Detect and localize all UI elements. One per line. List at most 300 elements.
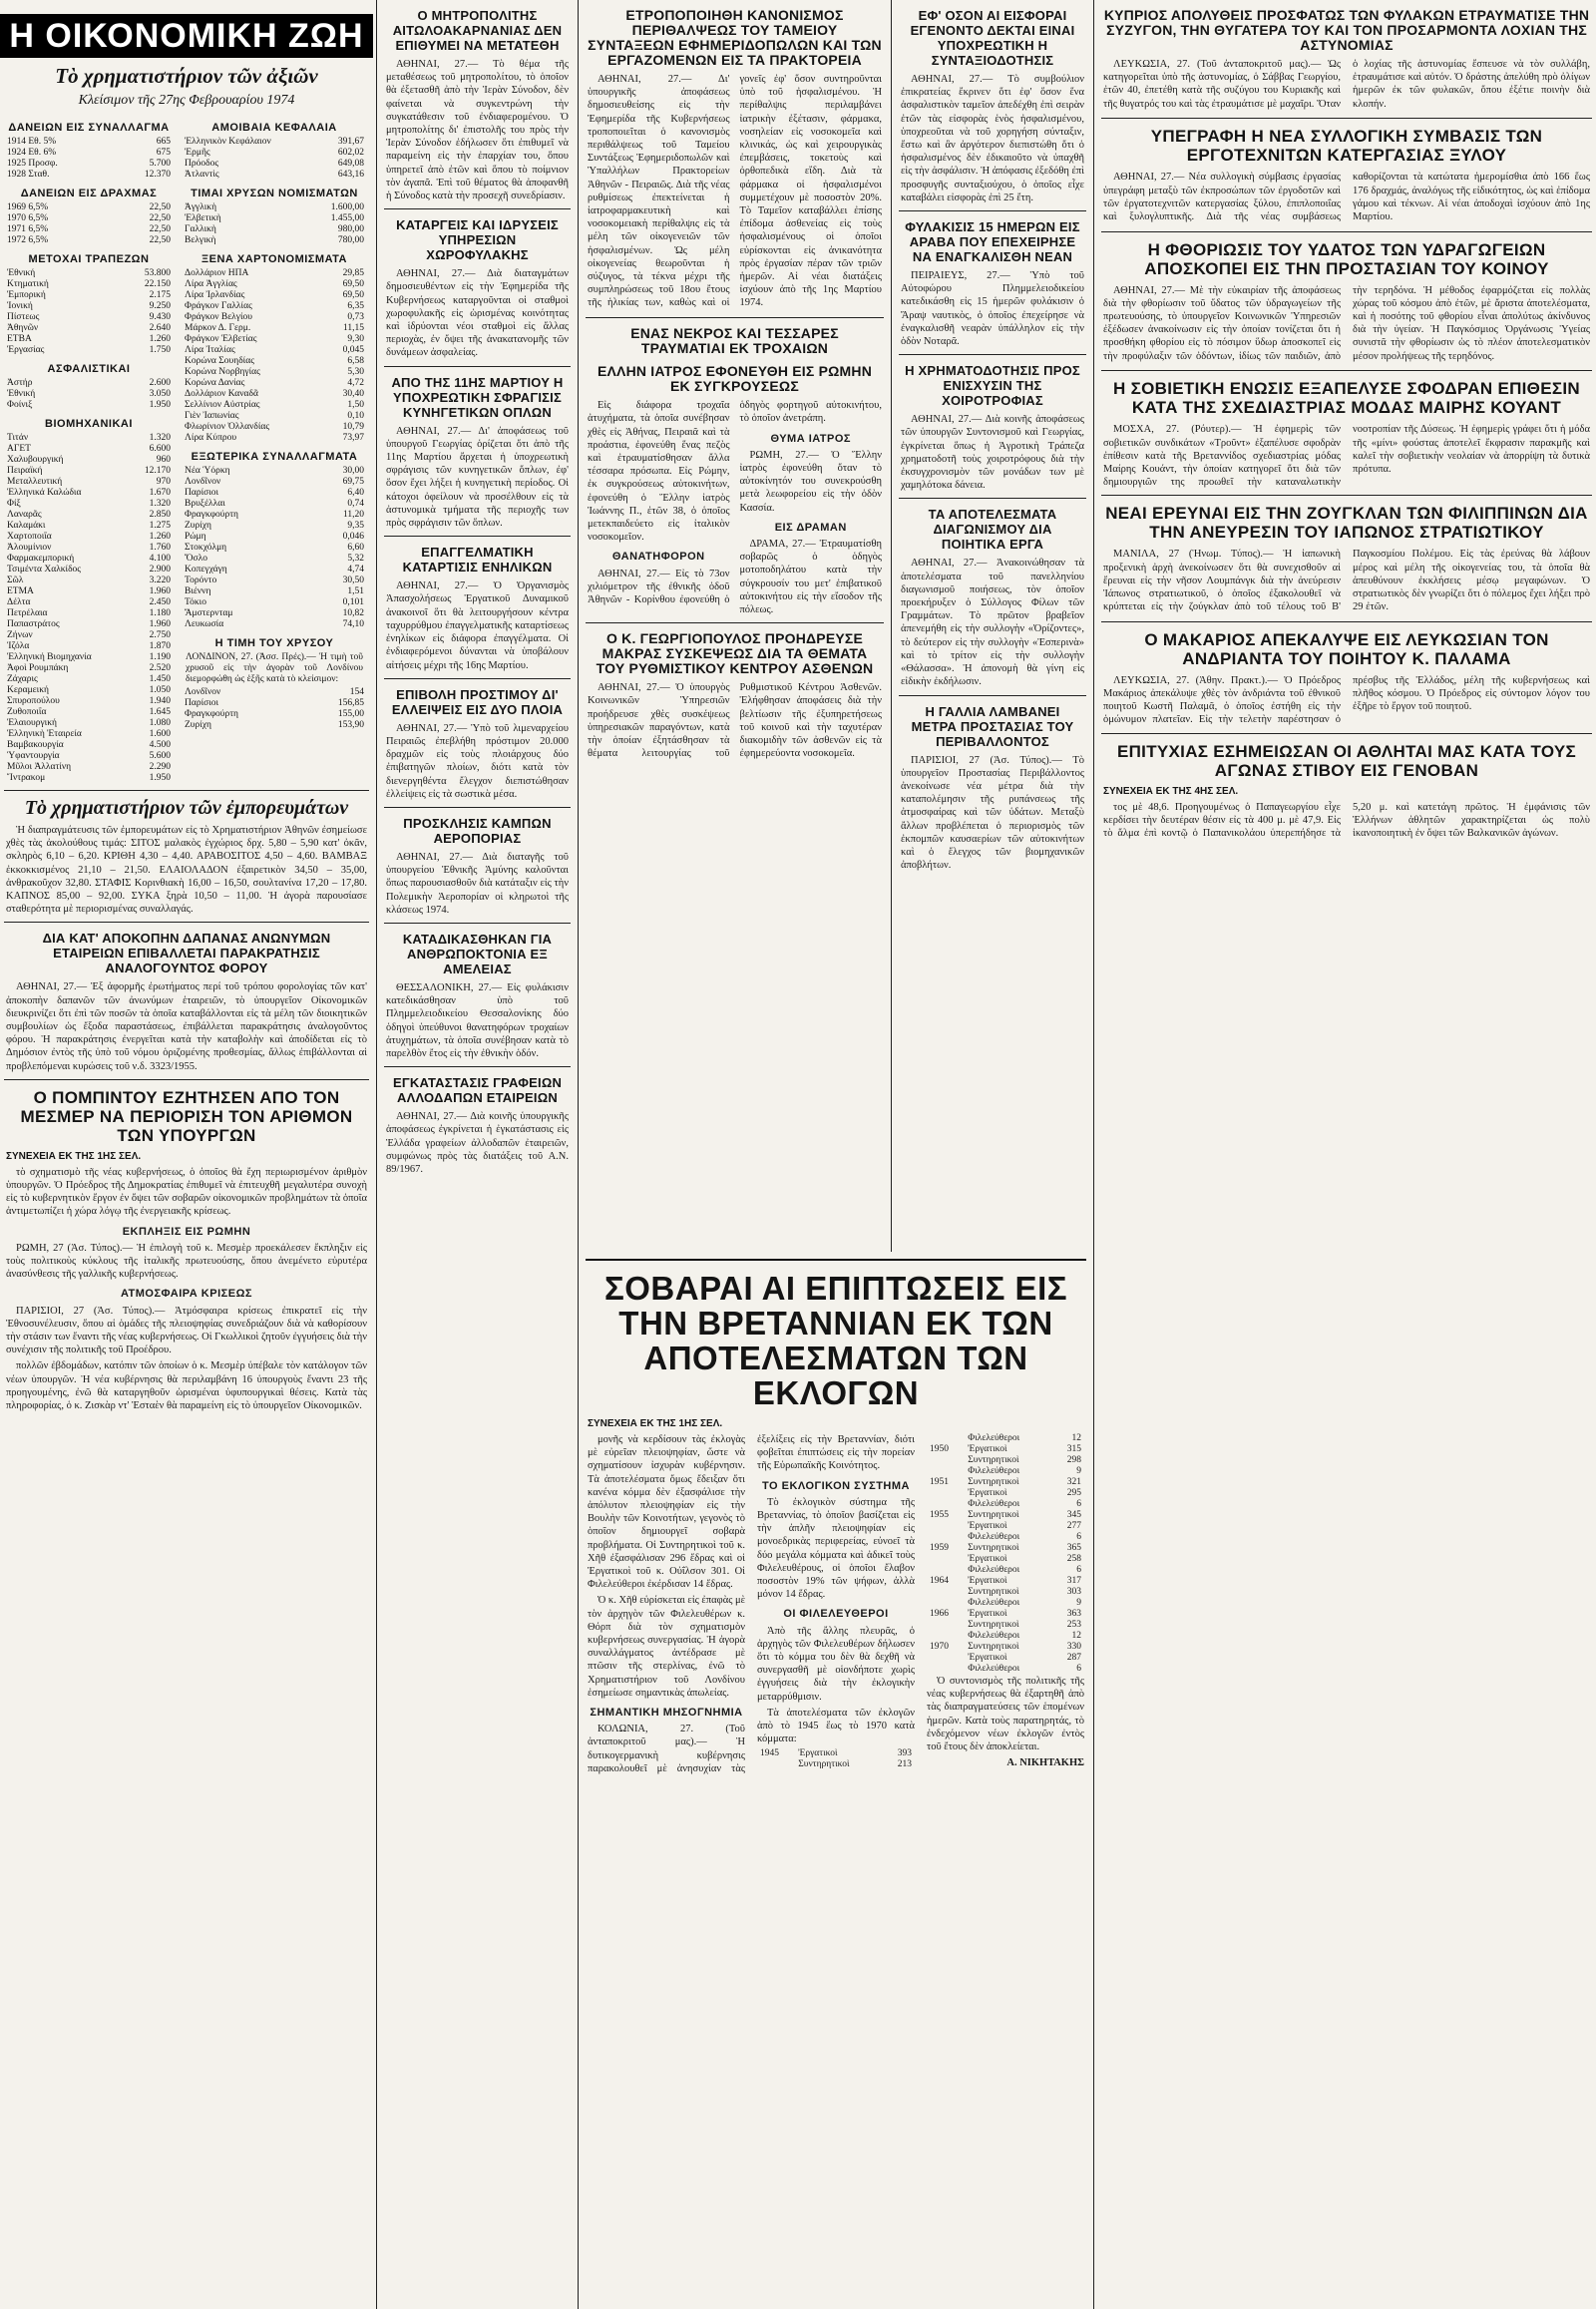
byline: Α. ΝΙΚΗΤΑΚΗΣ: [1006, 1757, 1084, 1769]
table-row: [182, 290, 367, 301]
divider: [899, 354, 1086, 355]
table-cell: 1.260: [149, 532, 171, 542]
table-row: [182, 137, 367, 148]
masthead-date: Κλείσιμον τῆς 27ης Φεβρουαρίου 1974: [78, 93, 295, 108]
table-cell: 1.260: [149, 334, 171, 344]
table-cell: 5,30: [347, 367, 364, 377]
stock-tables: [4, 115, 369, 784]
table-row: [182, 597, 367, 608]
table-cell: [927, 1521, 965, 1532]
divider: [1101, 370, 1592, 371]
table-row: [927, 1477, 1084, 1488]
section-title: Η ΤΙΜΗ ΤΟΥ ΧΡΥΣΟΥ: [214, 637, 334, 649]
table-cell: Φιλελεύθεροι: [968, 1631, 1020, 1641]
table-cell: 345: [1066, 1510, 1081, 1520]
article-headline: ΑΠΟ ΤΗΣ 11ΗΣ ΜΑΡΤΙΟΥ Η ΥΠΟΧΡΕΩΤΙΚΗ ΣΦΡΑΓΙΣΙΣ ΚΥΝΗΓΕΤΙΚΩΝ ΟΠΛΩΝ: [391, 374, 564, 420]
table-row: [4, 323, 174, 334]
table-row: [4, 532, 174, 543]
table-cell: Ζάχαρις: [7, 674, 38, 684]
column-rule: [376, 0, 377, 2309]
quote-table: [4, 378, 174, 411]
gold-intro: ΛΟΝΔΙΝΟΝ, 27. (Ἀσσ. Πρές).— Ἡ τιμὴ τοῦ χρυσοῦ εἰς τὴν ἀγορὰν τοῦ Λονδίνου διεμορφώθη ὡς ἑξῆς κατὰ τὸ κλείσιμον:: [186, 652, 363, 684]
table-cell: 643,16: [337, 170, 364, 180]
table-cell: 12.370: [144, 170, 171, 180]
article-headline: ΥΠΕΓΡΑΦΗ Η ΝΕΑ ΣΥΛΛΟΓΙΚΗ ΣΥΜΒΑΣΙΣ ΤΩΝ ΕΡΓΟΤΕΧΝΙΤΩΝ ΚΑΤΕΡΓΑΣΙΑΣ ΞΥΛΟΥ: [1150, 127, 1543, 166]
article-headline: Η ΣΟΒΙΕΤΙΚΗ ΕΝΩΣΙΣ ΕΞΑΠΕΛΥΣΕ ΣΦΟΔΡΑΝ ΕΠΙΘΕΣΙΝ ΚΑΤΑ ΤΗΣ ΣΧΕΔΙΑΣΤΡΙΑΣ ΜΟΔΑΣ ΜΑΙΡΗΣ ΚΟΥΑΝΤ: [1113, 379, 1580, 418]
table-cell: 22.150: [144, 279, 171, 289]
table-cell: 22,50: [149, 202, 171, 212]
table-cell: Ἐργατικοὶ: [968, 1653, 1007, 1663]
table-cell: [927, 1620, 965, 1631]
table-cell: Ἐργατικοὶ: [968, 1609, 1007, 1619]
table-cell: Σπυροπούλου: [7, 696, 60, 706]
table-cell: Καλαμάκι: [7, 521, 46, 531]
table-cell: Βρυξέλλαι: [185, 499, 225, 509]
table-row: [4, 543, 174, 554]
article-headline: ΕΠΑΓΓΕΛΜΑΤΙΚΗ ΚΑΤΑΡΤΙΣΙΣ ΕΝΗΛΙΚΩΝ: [402, 545, 553, 576]
subheading: ΕΚΠΛΗΞΙΣ ΕΙΣ ΡΩΜΗΝ: [122, 1225, 251, 1238]
column-rule: [891, 0, 892, 1252]
middle-left-block: [582, 0, 888, 1252]
table-cell: 9,30: [347, 334, 364, 344]
divider: [1101, 118, 1592, 119]
table-row: [182, 422, 367, 433]
table-row: [4, 137, 174, 148]
table-row: [182, 268, 367, 279]
table-cell: 1971 6,5%: [7, 224, 49, 234]
table-cell: Ἐθνική: [7, 389, 36, 399]
table-cell: 277: [1066, 1521, 1081, 1531]
table-row: [4, 235, 174, 246]
table-cell: 1.645: [149, 707, 171, 717]
table-cell: 9.430: [149, 312, 171, 322]
table-row: [4, 663, 174, 674]
divider: [1101, 733, 1592, 734]
article-headline: ΦΥΛΑΚΙΣΙΣ 15 ΗΜΕΡΩΝ ΕΙΣ ΑΡΑΒΑ ΠΟΥ ΕΠΕΧΕΙΡΗΣΕ ΝΑ ΕΝΑΓΚΑΛΙΣΘΗ ΝΕΑΝ: [905, 219, 1080, 265]
subheading: ΤΟ ΕΚΛΟΓΙΚΟΝ ΣΥΣΤΗΜΑ: [762, 1479, 910, 1492]
table-cell: 315: [1066, 1444, 1081, 1454]
table-cell: Δολλάριον ΗΠΑ: [185, 268, 249, 278]
table-cell: 0,10: [347, 411, 364, 421]
table-cell: 2.750: [149, 630, 171, 640]
table-cell: Δολλάριον Καναδᾶ: [185, 389, 258, 399]
table-cell: Φλωρίνιον Ὀλλανδίας: [185, 422, 270, 432]
table-cell: 2.450: [149, 597, 171, 607]
table-row: [927, 1587, 1084, 1598]
table-cell: 1955: [930, 1510, 949, 1520]
table-row: [4, 433, 174, 444]
table-cell: Ἐργατικοὶ: [968, 1554, 1007, 1564]
table-cell: 0,046: [342, 532, 364, 542]
divider: [384, 208, 571, 209]
table-cell: Ἀγγλικὴ: [185, 202, 217, 212]
table-row: [927, 1642, 1084, 1653]
article-headline: Ο ΠΟΜΠΙΝΤΟΥ ΕΖΗΤΗΣΕΝ ΑΠΟ ΤΟΝ ΜΕΣΜΕΡ ΝΑ ΠΕΡΙΟΡΙΣΗ ΤΟΝ ΑΡΙΘΜΟΝ ΤΩΝ ΥΠΟΥΡΓΩΝ: [20, 1087, 353, 1145]
table-row: [4, 455, 174, 466]
table-cell: [927, 1664, 965, 1675]
table-row: [4, 740, 174, 751]
column-rule: [578, 0, 579, 2309]
table-row: [4, 202, 174, 213]
divider: [4, 922, 369, 923]
table-cell: Βελγικὴ: [185, 235, 216, 245]
divider: [1101, 621, 1592, 622]
continuation-label: ΣΥΝΕΧΕΙΑ ΕΚ ΤΗΣ 1ΗΣ ΣΕΛ.: [588, 1418, 723, 1429]
table-cell: Ἄμστερνταμ: [185, 608, 233, 618]
quote-table: [182, 466, 367, 630]
table-cell: Φραγκφούρτη: [185, 510, 239, 520]
table-cell: 1951: [930, 1477, 949, 1487]
subheading: ΑΤΜΟΣΦΑΙΡΑ ΚΡΙΣΕΩΣ: [120, 1288, 253, 1301]
table-row: [182, 235, 367, 246]
table-row: [4, 400, 174, 411]
britain-article: [582, 1259, 1090, 2309]
table-cell: 11,15: [342, 323, 364, 333]
table-cell: [927, 1653, 965, 1664]
table-row: [4, 279, 174, 290]
subheading: ΣΗΜΑΝΤΙΚΗ ΜΗΣΟΓΝΗΜΙΑ: [590, 1707, 743, 1720]
table-row: [4, 674, 174, 685]
middle-right-block: [895, 0, 1090, 1252]
quote-table: [4, 202, 174, 246]
table-cell: Ἑρμῆς: [185, 148, 210, 158]
article-headline: ΣΟΒΑΡΑΙ ΑΙ ΕΠΙΠΤΩΣΕΙΣ ΕΙΣ ΤΗΝ ΒΡΕΤΑΝΝΙΑΝ ΕΚ ΤΩΝ ΑΠΟΤΕΛΕΣΜΑΤΩΝ ΤΩΝ ΕΚΛΟΓΩΝ: [603, 1270, 1068, 1411]
table-row: [182, 411, 367, 422]
table-cell: 69,50: [342, 279, 364, 289]
table-cell: 6: [1076, 1499, 1081, 1509]
divider: [586, 1259, 1086, 1261]
table-cell: Συντηρητικοὶ: [968, 1455, 1019, 1465]
table-cell: Ἑλβετικὴ: [185, 213, 221, 223]
table-cell: Κοπεγχάγη: [185, 565, 227, 575]
table-cell: Ἀλουμίνιον: [7, 543, 52, 553]
table-cell: 22,50: [149, 213, 171, 223]
table-cell: Φράγκον Γαλλίας: [185, 301, 252, 311]
table-row: [4, 586, 174, 597]
table-row: [4, 773, 174, 784]
table-row: [4, 707, 174, 718]
divider: [384, 536, 571, 537]
table-cell: 1.940: [149, 696, 171, 706]
table-cell: 0,74: [347, 499, 364, 509]
table-row: [182, 576, 367, 586]
table-cell: Δέλτα: [7, 597, 31, 607]
table-row: [4, 477, 174, 488]
article-headline: Η ΧΡΗΜΑΤΟΔΟΤΗΣΙΣ ΠΡΟΣ ΕΝΙΣΧΥΣΙΝ ΤΗΣ ΧΟΙΡΟΤΡΟΦΙΑΣ: [905, 363, 1080, 409]
table-cell: 1.275: [149, 521, 171, 531]
table-row: [182, 619, 367, 630]
article-body: ΑΘΗΝΑΙ, 27.— Διὰ διαταγῆς τοῦ ὑπουργείου Ἐθνικῆς Ἀμύνης καλοῦνται ὅπως παρουσιασθοῦν διὰ κατάταξιν εἰς τὴν Πολεμικὴν Ἀεροπορίαν οἱ κληρωτοὶ τῆς κλάσεως 1974.: [386, 851, 569, 916]
table-cell: 295: [1066, 1488, 1081, 1498]
stock-right: [182, 115, 367, 784]
table-cell: Φιλελεύθεροι: [968, 1433, 1020, 1443]
table-row: [4, 729, 174, 740]
article-headline: ΚΑΤΑΔΙΚΑΣΘΗΚΑΝ ΓΙΑ ΑΝΘΡΩΠΟΚΤΟΝΙΑ ΕΞ ΑΜΕΛΕΙΑΣ: [402, 931, 553, 976]
table-row: [182, 148, 367, 159]
article-body: ΜΟΣΧΑ, 27. (Ρόυτερ).— Ἡ ἐφημερὶς τῶν σοβιετικῶν συνδικάτων «Τροῦντ» ἐξαπέλυσε σφοδρὰν ἐπίθεσιν κατὰ τῆς Βρεταννίδος σχεδιαστρίας μόδας Μαίρης Κουάντ, τὴν ὁποίαν κατηγορεῖ ὅτι διὰ τῶν δημιουργιῶν της προωθεῖ τὴν καταναλωτικὴν νοοτροπίαν τῆς Δύσεως. Ἡ ἐφημερὶς γράφει ὅτι ἡ μόδα τῆς «μίνι» φούστας ἀποτελεῖ ἔκφρασιν παρακμῆς καὶ καλεῖ τὴν σοβιετικὴν νεολαίαν νὰ ἀπορρίψη τὰ δυτικὰ πρότυπα.: [1103, 424, 1590, 489]
article-headline: Η ΓΑΛΛΙΑ ΛΑΜΒΑΝΕΙ ΜΕΤΡΑ ΠΡΟΣΤΑΣΙΑΣ ΤΟΥ ΠΕΡΙΒΑΛΛΟΝΤΟΣ: [911, 703, 1074, 749]
table-cell: 1.670: [149, 488, 171, 498]
divider: [899, 210, 1086, 211]
table-cell: 22,50: [149, 224, 171, 234]
table-cell: 12.170: [144, 466, 171, 476]
table-cell: Σῶλ: [7, 576, 24, 585]
table-cell: Κτηματική: [7, 279, 49, 289]
table-cell: 391,67: [337, 137, 364, 147]
table-cell: Λίρα Ἰρλανδίας: [185, 290, 245, 300]
table-cell: 1.870: [149, 641, 171, 651]
table-cell: Λονδῖνον: [185, 477, 221, 487]
subheading: ΟΙ ΦΙΛΕΛΕΥΘΕΡΟΙ: [783, 1608, 889, 1621]
divider: [586, 622, 884, 623]
table-cell: 1.320: [149, 433, 171, 443]
table-cell: 0,73: [347, 312, 364, 322]
article-headline: ΔΙΑ ΚΑΤ' ΑΠΟΚΟΠΗΝ ΔΑΠΑΝΑΣ ΑΝΩΝΥΜΩΝ ΕΤΑΙΡΕΙΩΝ ΕΠΙΒΑΛΛΕΤΑΙ ΠΑΡΑΚΡΑΤΗΣΙΣ ΑΝΑΛΟΓΟΥΝΤΟΣ ΦΟΡΟΥ: [42, 931, 331, 976]
table-cell: Μῦλοι Ἀλλατίνη: [7, 762, 72, 772]
divider: [4, 1079, 369, 1080]
table-row: [4, 597, 174, 608]
article-headline: ΕΠΙΒΟΛΗ ΠΡΟΣΤΙΜΟΥ ΔΙ' ΕΛΛΕΙΨΕΙΣ ΕΙΣ ΔΥΟ ΠΛΟΙΑ: [391, 686, 564, 717]
table-cell: Φιλελεύθεροι: [968, 1532, 1020, 1542]
table-cell: 1.960: [149, 619, 171, 629]
table-cell: Ἑλληνικὸν Κεφάλαιον: [185, 137, 271, 147]
table-row: [4, 565, 174, 576]
table-cell: 6.600: [149, 444, 171, 454]
table-cell: Ἐμπορική: [7, 290, 46, 300]
table-cell: Φράγκον Ἑλβετίας: [185, 334, 257, 344]
table-cell: Βιέννη: [185, 586, 211, 596]
table-cell: 1.180: [149, 608, 171, 618]
article-body: τὸ σχηματισμὸ τῆς νέας κυβερνήσεως, ὁ ὁποῖος θὰ ἔχη περιωρισμένον ἀριθμὸν ὑπουργῶν. Ὁ Πρόεδρος τῆς Δημοκρατίας ἐπιθυμεῖ νὰ ἐπιτευχθῆ μεγαλυτέρα συνοχὴ εἰς τὸ κυβερνητικὸν ἔργον ἐν ὄψει τῶν σοβαρῶν οἰκονομικῶν προβλημάτων τὰ ὁποῖα ἀντιμετωπίζει ἡ χώρα λόγῳ τῆς ἐνεργειακῆς κρίσεως. ΕΚΠΛΗΞΙΣ ΕΙΣ ΡΩΜΗΝ ΡΩΜΗ, 27 (Ἀσ. Τύπος).— Ἡ ἐπιλογὴ τοῦ κ. Μεσμὲρ προεκάλεσεν ἔκπληξιν εἰς τοὺς πολιτικοὺς κύκλους τῆς ἰταλικῆς πρωτευούσης, ὅπου ἀνεμένετο εὐρυτέρα ἀνασύνθεσις τῆς γαλλικῆς κυβερνήσεως. ΑΤΜΟΣΦΑΙΡΑ ΚΡΙΣΕΩΣ ΠΑΡΙΣΙΟΙ, 27 (Ἀσ. Τύπος).— Ἀτμόσφαιρα κρίσεως ἐπικρατεῖ εἰς τὴν Ἐθνοσυνέλευσιν, ὅπου αἱ ὁμάδες τῆς πλειοψηφίας συνεδριάζουν διὰ νὰ καθορίσουν τὴν στάσιν των ἔναντι τῆς νέας κυβερνήσεως. Οἱ Γκωλλικοὶ ζητοῦν ἐγγυήσεις διὰ τὴν συνέχισιν τῆς πολιτικῆς τοῦ Προέδρου. πολλῶν ἐβδομάδων, κατόπιν τῶν ὁποίων ὁ κ. Μεσμὲρ ὑπέβαλε τὸν κατάλογον τῶν νέων ὑπουργῶν. Ἡ νέα κυβέρνησις θὰ περιλαμβάνη 16 ὑπουργοὺς ἔναντι 23 τῆς προηγουμένης, ἐνῶ θὰ καταργηθοῦν ὡρισμέναι ὑφυπουργικαὶ θέσεις. Κατὰ τὰς πληροφορίας, ὁ κ. Ζισκὰρ ντ' Ἐσταὲν θὰ παραμείνη εἰς τὸ ὑπουργεῖον Οἰκονομικῶν.: [6, 1166, 367, 1412]
table-cell: Συντηρητικοὶ: [968, 1543, 1019, 1553]
table-cell: 6,60: [347, 543, 364, 553]
table-cell: Πειραϊκή: [7, 466, 43, 476]
table-cell: [927, 1598, 965, 1609]
table-row: [182, 378, 367, 389]
table-cell: Συντηρητικοὶ: [798, 1759, 850, 1770]
table-cell: Ἐλαιουργική: [7, 718, 57, 728]
article-body: ΜΑΝΙΛΑ, 27 (Ἡνωμ. Τύπος).— Ἡ ἰαπωνικὴ προξενικὴ ἀρχὴ ἀνεκοίνωσεν ὅτι θὰ συνεχισθοῦν αἱ ἔρευναι εἰς τὴν νῆσον Λουμπάνγκ διὰ τὴν ἀνεύρεσιν Ἰάπωνος στρατιωτικοῦ, ὁ ὁποῖος ἐξακολουθεῖ νὰ κρύπτεται εἰς τὴν ζούγκλαν ἀπὸ τοῦ τέλους τοῦ Β' Παγκοσμίου Πολέμου. Εἰς τὰς ἐρεύνας θὰ λάβουν μέρος καὶ μέλη τῆς οἰκογενείας του, τὰ ὁποῖα θὰ ἀπευθύνουν ἐκκλήσεις μέσῳ μεγαφώνων. Ὁ στρατιωτικὸς δὲν γνωρίζει ὅτι ὁ πόλεμος ἔχει λήξει πρὸ 29 ἐτῶν.: [1103, 549, 1590, 613]
table-row: [182, 586, 367, 597]
table-row: [927, 1631, 1084, 1642]
table-cell: 53.800: [144, 268, 171, 278]
table-cell: 1928 Σταθ.: [7, 170, 50, 180]
table-row: [927, 1609, 1084, 1620]
article-headline: Η ΦΘΟΡΙΩΣΙΣ ΤΟΥ ΥΔΑΤΟΣ ΤΩΝ ΥΔΡΑΓΩΓΕΙΩΝ ΑΠΟΣΚΟΠΕΙ ΕΙΣ ΤΗΝ ΠΡΟΣΤΑΣΙΑΝ ΤΟΥ ΚΟΙΝΟΥ: [1144, 239, 1549, 278]
table-cell: Φιλελεύθεροι: [968, 1499, 1020, 1509]
table-row: [182, 709, 367, 720]
divider: [4, 790, 369, 791]
table-cell: 4,72: [347, 378, 364, 388]
table-row: [4, 751, 174, 762]
table-cell: [927, 1587, 965, 1598]
table-cell: Ἐργασίας: [7, 345, 45, 355]
table-cell: [927, 1433, 965, 1444]
table-cell: 365: [1066, 1543, 1081, 1553]
table-cell: 1.080: [149, 718, 171, 728]
table-cell: 649,08: [337, 159, 364, 169]
article-body: ΑΘΗΝΑΙ, 27.— Ἐξ ἀφορμῆς ἐρωτήματος περί τοῦ τρόπου φορολογίας τῶν κατ' ἀποκοπὴν δαπανῶν τῶν ἀνωνύμων ἑταιρειῶν, τὸ ὑπουργεῖον Οἰκονομικῶν διευκρινίζει ὅτι ἐπὶ τῶν ποσῶν τὰ ὁποῖα καταβάλλονται εἰς τὰ μέλη τῶν διοικητικῶν συμβουλίων ὡς ἔξοδα παραστάσεως, ἐπιβάλλεται παρακράτησις ἀναλογοῦντος φόρου. Ἡ παρακράτησις ἐνεργεῖται κατὰ τὴν καταβολὴν καὶ ἀποδίδεται εἰς τὸ Δημόσιον ἐντὸς τῆς ὑπὸ τοῦ νόμου ὁριζομένης προθεσμίας, ἄλλως ἐπιβάλλονται αἱ προβλεπόμεναι κυρώσεις τοῦ ν.δ. 3323/1955.: [6, 981, 367, 1072]
table-row: [927, 1499, 1084, 1510]
divider: [1101, 231, 1592, 232]
table-row: [4, 641, 174, 652]
table-cell: 0,045: [342, 345, 364, 355]
table-cell: 1.760: [149, 543, 171, 553]
commodity-body: Ἡ διαπραγμάτευσις τῶν ἐμπορευμάτων εἰς τὸ Χρηματιστήριον Ἀθηνῶν ἐσημείωσε χθὲς τὰς ἀκολούθους τιμάς: ΣΙΤΟΣ μαλακὸς ἐγχώριος δρχ. 5,80 – 5,90 κατ' ὀκᾶν, σκληρὸς 6,10 – 6,20. ΚΡΙΘΗ 4,30 – 4,40. ΑΡΑΒΟΣΙΤΟΣ 4,50 – 4,60. ΒΑΜΒΑΞ ἐκκοκκισμένος 21,10 – 21,50. ΕΛΑΙΟΛΑΔΟΝ ἐξαιρετικὸν 34,50 – 35,00, ἀνθρακοῦχον 32,80. ΣΤΑΦΙΣ Κορινθιακὴ 16,00 – 16,50, σουλτανίνα 17,20 – 17,80. ΚΑΠΝΟΣ 85,00 – 92,00. ΣΥΚΑ ξηρὰ 10,50 – 11,00. Ἡ ἀγορὰ παρουσίασε σταθερότητα μὲ περιορισμένας συναλλαγάς.: [6, 825, 367, 916]
table-cell: Ἐργατικοὶ: [968, 1576, 1007, 1586]
table-cell: Κορώνα Σουηδίας: [185, 356, 254, 366]
table-row: [182, 477, 367, 488]
table-cell: Ζυρίχη: [185, 521, 211, 531]
article-headline: ΤΑ ΑΠΟΤΕΛΕΣΜΑΤΑ ΔΙΑΓΩΝΙΣΜΟΥ ΔΙΑ ΠΟΙΗΤΙΚΑ ΕΡΓΑ: [928, 507, 1057, 553]
table-cell: 0,101: [342, 597, 364, 607]
table-row: [927, 1653, 1084, 1664]
table-cell: 3.220: [149, 576, 171, 585]
divider: [899, 695, 1086, 696]
table-cell: 602,02: [337, 148, 364, 158]
table-cell: 1945: [760, 1748, 779, 1759]
section-title: ΑΣΦΑΛΙΣΤΙΚΑΙ: [47, 363, 131, 375]
article-body: τος μὲ 48,6. Προηγουμένως ὁ Παπαγεωργίου εἶχε κερδίσει τὴν δευτέραν θέσιν εἰς τὰ 400 μ. μὲ 47,9. Εἰς τὸ ἅλμα ἐπὶ κοντῷ ὁ Παπανικολάου ὑπερεπήδησε τὰ 5,20 μ. καὶ κατετάγη πρῶτος. Ἡ ἐμφάνισις τῶν Ἑλλήνων ἀθλητῶν χαρακτηρίζεται ὡς πολὺ ἱκανοποιητικὴ ἐν ὄψει τῶν Βαλκανικῶν ἀγώνων.: [1103, 801, 1590, 840]
table-cell: 1.455,00: [330, 213, 364, 223]
table-row: [927, 1620, 1084, 1631]
article-body: ΑΘΗΝΑΙ, 27.— Νέα συλλογικὴ σύμβασις ἐργασίας ὑπεγράφη μεταξὺ τῶν ἐκπροσώπων τῶν ἐργοδοτῶν καὶ τῶν ἐργατοτεχνιτῶν κατεργασίας ξύλου, ἐπιπλοποιΐας καὶ ξυλογλυπτικῆς. Διὰ τῆς νέας συμβάσεως καθορίζονται τὰ κατώτατα ἡμερομίσθια ἀπὸ 166 ἕως 176 δραχμάς, ἀναλόγως τῆς εἰδικότητος, ὡς καὶ ἐπίδομα γάμου καὶ τέκνων. Αἱ νέαι ἀποδοχαὶ ἰσχύουν ἀπὸ 1ης Μαρτίου.: [1103, 172, 1590, 222]
article-body: ΑΘΗΝΑΙ, 27.— Τὸ θέμα τῆς μεταθέσεως τοῦ μητροπολίτου, τὸ ὁποῖον θὰ ἐξετασθῆ ἀπὸ τὴν Ἱερὰν Σύνοδον, δὲν φαίνεται νὰ συγκεντρώνη τὴν συγκατάθεσιν τοῦ ἐνδιαφερομένου. Ὁ μητροπολίτης δι' ἐπιστολῆς του πρὸς τὴν Ἱερὰν Σύνοδον ἐδήλωσεν ὅτι ἐπιθυμεῖ νὰ παραμείνη εἰς τὴν ἐπαρχίαν του, ὅπου ὑπηρετεῖ ἀπὸ ἐτῶν καὶ ὅπου τὸ ποίμνιον τὸν ἀγαπᾶ. Ἐπὶ τοῦ θέματος θὰ ἀποφανθῆ ἡ Σύνοδος κατὰ τὴν προσεχῆ συνεδρίασιν.: [386, 59, 569, 202]
table-row: [927, 1664, 1084, 1675]
table-cell: 9,35: [347, 521, 364, 531]
table-cell: 1969 6,5%: [7, 202, 49, 212]
article-headline: ΕΝΑΣ ΝΕΚΡΟΣ ΚΑΙ ΤΕΣΣΑΡΕΣ ΤΡΑΥΜΑΤΙΑΙ ΕΚ ΤΡΟΧΑΙΩΝ: [630, 325, 839, 357]
table-cell: Συντηρητικοὶ: [968, 1642, 1019, 1652]
table-row: [927, 1532, 1084, 1543]
table-cell: Λαναρᾶς: [7, 510, 42, 520]
table-cell: Φιλελεύθεροι: [968, 1664, 1020, 1674]
article-headline: ΕΠΙΤΥΧΙΑΣ ΕΣΗΜΕΙΩΣΑΝ ΟΙ ΑΘΛΗΤΑΙ ΜΑΣ ΚΑΤΑ ΤΟΥΣ ΑΓΩΝΑΣ ΣΤΙΒΟΥ ΕΙΣ ΓΕΝΟΒΑΝ: [1116, 741, 1577, 780]
table-row: [182, 345, 367, 356]
table-row: [4, 576, 174, 586]
table-cell: 1.450: [149, 674, 171, 684]
table-cell: 960: [156, 455, 171, 465]
article-headline: ΝΕΑΙ ΕΡΕΥΝΑΙ ΕΙΣ ΤΗΝ ΖΟΥΓΚΛΑΝ ΤΩΝ ΦΙΛΙΠΠΙΝΩΝ ΔΙΑ ΤΗΝ ΑΝΕΥΡΕΣΙΝ ΤΟΥ ΙΑΠΩΝΟΣ ΣΤΡΑΤΙΩΤΙΚΟΥ: [1105, 504, 1588, 543]
article-headline: ΚΑΤΑΡΓΕΙΣ ΚΑΙ ΙΔΡΥΣΕΙΣ ΥΠΗΡΕΣΙΩΝ ΧΩΡΟΦΥΛΑΚΗΣ: [396, 217, 559, 263]
table-cell: Τιτάν: [7, 433, 29, 443]
table-cell: 156,85: [337, 698, 364, 708]
table-cell: 5,32: [347, 554, 364, 564]
table-row: [4, 268, 174, 279]
table-cell: 1.950: [149, 400, 171, 410]
table-cell: Λονδῖνον: [185, 687, 221, 697]
table-cell: Νέα Ὑόρκη: [185, 466, 230, 476]
table-row: [4, 389, 174, 400]
table-cell: 780,00: [337, 235, 364, 245]
table-row: [4, 685, 174, 696]
quote-table: [182, 268, 367, 444]
table-cell: 6: [1076, 1664, 1081, 1674]
table-cell: 2.640: [149, 323, 171, 333]
table-cell: 287: [1066, 1653, 1081, 1663]
table-cell: 6,58: [347, 356, 364, 366]
table-cell: 6,40: [347, 488, 364, 498]
article-body: ΑΘΗΝΑΙ, 27.— Διὰ κοινῆς ὑπουργικῆς ἀποφάσεως ἐγκρίνεται ἡ ἐγκατάστασις εἰς Ἑλλάδα γραφείων ἀλλοδαπῶν ἐταιρειῶν, συμφώνως πρὸς τὰς διατάξεις τοῦ Α.Ν. 89/1967.: [386, 1111, 569, 1175]
table-cell: Ζυθοποιΐα: [7, 707, 47, 717]
table-cell: 12: [1071, 1433, 1081, 1443]
table-row: [4, 345, 174, 356]
table-cell: 1.600,00: [330, 202, 364, 212]
table-cell: [757, 1759, 795, 1770]
table-row: [4, 619, 174, 630]
table-row: [927, 1565, 1084, 1576]
table-row: [182, 433, 367, 444]
table-cell: 1925 Προσφ.: [7, 159, 58, 169]
table-row: [927, 1510, 1084, 1521]
table-cell: Φιλελεύθεροι: [968, 1466, 1020, 1476]
table-cell: 1.600: [149, 729, 171, 739]
table-cell: Μεταλλευτική: [7, 477, 63, 487]
article-headline: Ο ΜΗΤΡΟΠΟΛΙΤΗΣ ΑΙΤΩΛΟΑΚΑΡΝΑΝΙΑΣ ΔΕΝ ΕΠΙΘΥΜΕΙ ΝΑ ΜΕΤΑΤΕΘΗ: [392, 8, 563, 53]
section-title: ΔΑΝΕΙΩΝ ΕΙΣ ΔΡΑΧΜΑΣ: [20, 188, 158, 199]
table-row: [182, 532, 367, 543]
table-row: [927, 1444, 1084, 1455]
table-cell: Κεραμεική: [7, 685, 49, 695]
table-cell: 6,35: [347, 301, 364, 311]
table-row: [182, 323, 367, 334]
article-body: ΑΘΗΝΑΙ, 27.— Δι' ὑπουργικῆς ἀποφάσεως δημοσιευθείσης εἰς τὴν Ἐφημερίδα τῆς Κυβερνήσεως τροποποιεῖται ὁ κανονισμὸς περιθάλψεως τοῦ Ταμείου Συντάξεως Ἐφημεριδοπωλῶν καὶ Ὑπαλλήλων Πρακτορείων Ἀθηνῶν - Πειραιῶς. Διὰ τῆς νέας ρυθμίσεως ἐπεκτείνεται ἡ ἰατροφαρμακευτικὴ καὶ νοσοκομειακὴ περίθαλψις εἰς τὰ μέλη τῶν οἰκογενειῶν τῶν ἠσφαλισμένων. Ὡς μέλη οἰκογενείας θεωροῦνται ἡ σύζυγος, τὰ τέκνα μέχρι τῆς συμπληρώσεως τοῦ 18ου ἔτους τῆς ἡλικίας των, καθὼς καὶ οἱ γονεῖς ἐφ' ὅσον συντηροῦνται ὑπὸ τοῦ ἠσφαλισμένου. Ἡ περίθαλψις περιλαμβάνει ἰατρικὴν ἐξέτασιν, φάρμακα, νοσηλείαν εἰς νοσοκομεῖα καὶ κλινικάς, ὡς καὶ χειρουργικὰς ἐπεμβάσεις, τοκετοὺς καὶ ὀρθοπεδικὰ εἴδη. Διὰ τὰ φάρμακα οἱ ἠσφαλισμένοι συμμετέχουν μὲ ποσοστὸν 20%. Τὸ Ταμεῖον καταβάλλει ἐπίσης ἐπίδομα ἀσθενείας εἰς τοὺς ἠσφαλισμένους οἱ ὁποῖοι εὑρίσκονται εἰς ἀνικανότητα πρὸς ἐργασίαν πέραν τῶν τριῶν ἡμερῶν. Αἱ νέαι διατάξεις ἰσχύουν ἀπὸ τῆς 1ης Μαρτίου 1974.: [588, 74, 882, 309]
table-cell: Φραγκφούρτη: [185, 709, 239, 719]
table-cell: 2.850: [149, 510, 171, 520]
table-cell: Λίρα Κύπρου: [185, 433, 237, 443]
divider: [586, 317, 884, 318]
table-row: [4, 652, 174, 663]
table-cell: 9.250: [149, 301, 171, 311]
article-body: ΛΕΥΚΩΣΙΑ, 27. (Τοῦ ἀνταποκριτοῦ μας).— Ὡς κατηγορεῖται ὑπὸ τῆς ἀστυνομίας, ὁ Σάββας Γεωργίου, ἐτῶν 40, ἐπετέθη κατὰ τῆς συζύγου του Κυριακῆς καὶ τῆς θυγατρός του καὶ τὰς ἐτραυμάτισε μὲ μαχαῖρι. Ὅταν ὁ λοχίας τῆς ἀστυνομίας ἔσπευσε νὰ τὸν συλλάβη, ἐτραυμάτισε καὶ αὐτόν. Ὁ δράστης ἀπελύθη πρὸ ὀλίγων ἡμερῶν ἐκ τῶν φυλακῶν, ὅπου ἐξέτιε ποινὴν διὰ κλοπήν.: [1103, 59, 1590, 110]
continuation-label: ΣΥΝΕΧΕΙΑ ΕΚ ΤΗΣ 1ΗΣ ΣΕΛ.: [6, 1150, 142, 1162]
table-row: [4, 312, 174, 323]
table-cell: Ἰζόλα: [7, 641, 30, 651]
table-row: [182, 499, 367, 510]
column-rule: [1093, 0, 1094, 2309]
short-items-column: [380, 0, 575, 2309]
table-cell: 1.950: [149, 773, 171, 783]
article-body: ΑΘΗΝΑΙ, 27.— Διὰ διαταγμάτων δημοσιευθέντων εἰς τὴν Ἐφημερίδα τῆς Κυβερνήσεως καταργοῦνται οἱ σταθμοὶ χωροφυλακῆς εἰς ὡρισμένας κοινότητας καὶ ἱδρύονται νέοι σταθμοὶ εἰς ἄλλας περιοχὰς, ἐν ὄψει τῆς ἀνακατανομῆς τῶν δυνάμεων ἀσφαλείας.: [386, 268, 569, 359]
table-row: [4, 521, 174, 532]
table-row: [182, 554, 367, 565]
table-cell: 393: [897, 1748, 912, 1759]
table-cell: 1964: [930, 1576, 949, 1586]
table-cell: Λίρα Ἰταλίας: [185, 345, 235, 355]
table-row: [182, 334, 367, 345]
table-row: [182, 159, 367, 170]
article-body: ΑΘΗΝΑΙ, 27.— Ἀνακοινώθησαν τὰ ἀποτελέσματα τοῦ πανελληνίου διαγωνισμοῦ ποιήσεως, τὸν ὁποῖον προεκήρυξεν ὁ Σύλλογος Φίλων τῶν Γραμμάτων. Τὸ πρῶτον βραβεῖον ἀπενεμήθη εἰς τὴν συλλογὴν «Ὀρίζοντες», τὸ δεύτερον εἰς τὴν συλλογὴν «Ἐσπερινὰ» καὶ τὸ τρίτον εἰς τὴν συλλογὴν «Θάλασσα». Ἡ ἀπονομὴ θὰ γίνη εἰς εἰδικὴν ἐκδήλωσιν.: [901, 558, 1084, 688]
table-cell: Φίξ: [7, 499, 21, 509]
table-cell: [927, 1455, 965, 1466]
table-row: [927, 1455, 1084, 1466]
table-cell: Ἴντρακομ: [7, 773, 46, 783]
table-row: [182, 543, 367, 554]
table-row: [927, 1543, 1084, 1554]
table-row: [4, 630, 174, 641]
table-row: [4, 170, 174, 181]
table-cell: 1924 Εθ. 6%: [7, 148, 57, 158]
masthead-subtitle: Τὸ χρηματιστήριον τῶν ἀξιῶν: [55, 64, 318, 88]
table-cell: 317: [1066, 1576, 1081, 1586]
table-cell: Σελλίνιον Αὐστρίας: [185, 400, 260, 410]
table-cell: Πίστεως: [7, 312, 40, 322]
divider: [384, 807, 571, 808]
table-cell: Ρώμη: [185, 532, 206, 542]
quote-table: [182, 137, 367, 181]
table-cell: 9: [1076, 1466, 1081, 1476]
continuation-label: ΣΥΝΕΧΕΙΑ ΕΚ ΤΗΣ 4ΗΣ ΣΕΛ.: [1103, 785, 1239, 797]
